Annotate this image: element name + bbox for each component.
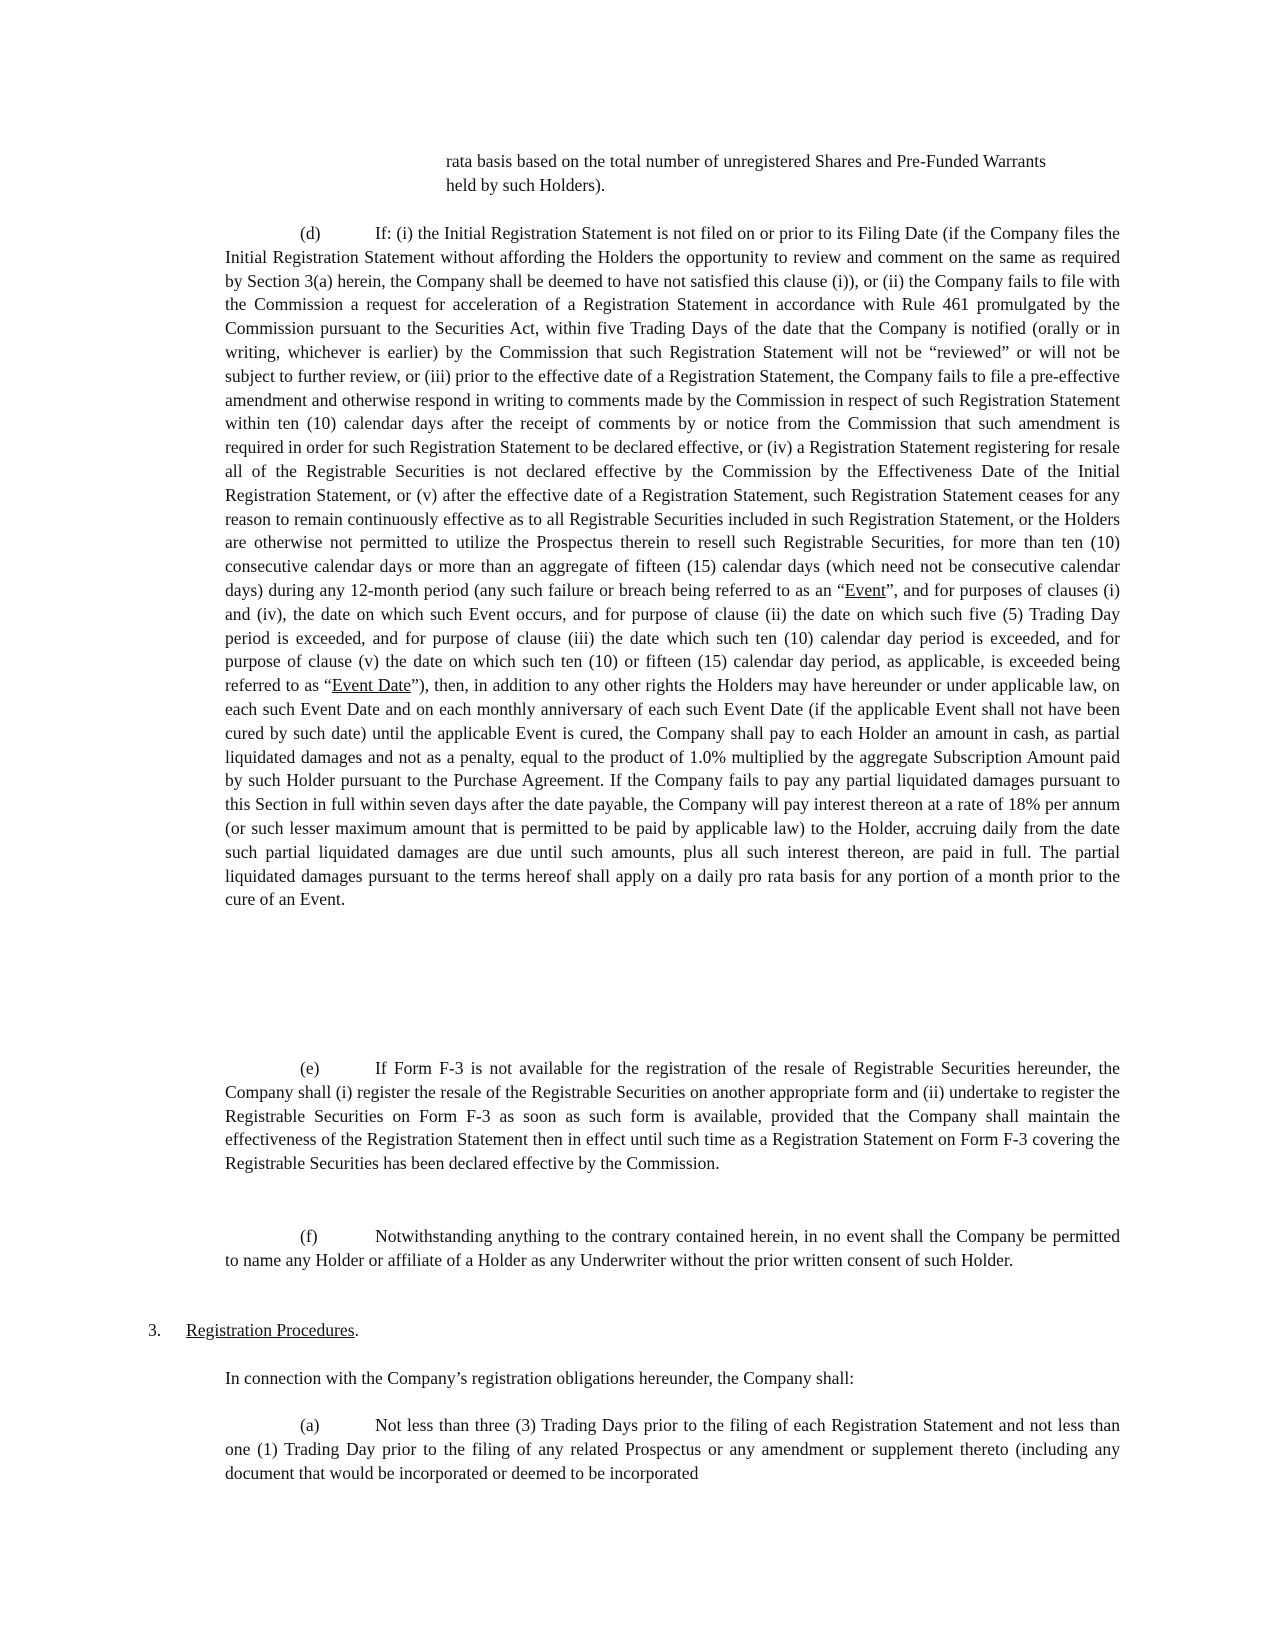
paragraph-d-text-part3: ”), then, in addition to any other rights the Holders may have hereunder or under applicable law, on each such Event Date and on each monthly anniversary of each such Event Date (if the applicable Event shall not have been cured by such date) until the applicable Event is cured, the Company shall pay to each Holder an amount in cash, as partial liquidated damages and not as a penalty, equal to the product of 1.0% multiplied by the aggregate Subscription Amount paid by such Holder pursuant to the Purchase Agreement. If the Company fails to pay any partial liquidated damages pursuant to this Section in full within seven days after the date payable, the Company will pay interest thereon at a rate of 18% per annum (or such lesser maximum amount that is permitted to be paid by applicable law) to the Holder, accruing daily from the date such partial liquidated damages are due until such amounts, plus all such interest thereon, are paid in full. The partial liquidated damages pursuant to the terms hereof shall apply on a daily pro rata basis for any portion of a month prior to the cure of an Event.	[225, 675, 1120, 910]
section-3-title: Registration Procedures	[186, 1320, 355, 1340]
paragraph-d-text-part2: ”, and for purposes of clauses (i) and (iv), the date on which such Event occurs, and for purpose of clause (ii) the date on which such five (5) Trading Day period is exceeded, and for purpose of clause (iii) the date which such ten (10) calendar day period is exceeded, and for purpose of clause (v) the date on which such ten (10) or fifteen (15) calendar day period, as applicable, is exceeded being referred to as “	[225, 579, 1120, 696]
defined-term-event: Event	[844, 579, 886, 600]
section-3-title-period: .	[354, 1320, 359, 1340]
defined-term-event-date: Event Date	[331, 675, 412, 696]
section-3-intro: In connection with the Company’s registration obligations hereunder, the Company shall:	[225, 1368, 855, 1388]
paragraph-e-label: (e)	[300, 1058, 320, 1078]
section-3-heading	[148, 1319, 359, 1343]
paragraph-f-label: (f)	[300, 1226, 318, 1246]
paragraph-d	[225, 222, 1120, 912]
paragraph-f	[225, 1225, 1120, 1273]
paragraph-e-text: If Form F-3 is not available for the registration of the resale of Registrable Securities hereunder, the Company shall (i) register the resale of the Registrable Securities on another appropriate form and (ii) undertake to register the Registrable Securities on Form F-3 as soon as such form is available, provided that the Company shall maintain the effectiveness of the Registration Statement then in effect until such time as a Registration Statement on Form F-3 covering the Registrable Securities has been declared effective by the Commission.	[225, 1058, 1120, 1174]
continuation-paragraph: rata basis based on the total number of unregistered Shares and Pre-Funded Warrants held by such Holders).	[446, 151, 1046, 195]
paragraph-a	[225, 1414, 1120, 1485]
paragraph-d-label: (d)	[300, 223, 321, 243]
paragraph-a-text: Not less than three (3) Trading Days prior to the filing of each Registration Statement and not less than one (1) Trading Day prior to the filing of any related Prospectus or any amendment or supplement thereto (including any document that would be incorporated or deemed to be incorporated	[225, 1415, 1120, 1483]
paragraph-e	[225, 1057, 1120, 1176]
section-3-number: 3.	[148, 1320, 162, 1340]
paragraph-a-label: (a)	[300, 1415, 320, 1435]
paragraph-d-text-part1: If: (i) the Initial Registration Statement is not filed on or prior to its Filing Date (if the Company files the Initial Registration Statement without affording the Holders the opportunity to review and comment on the same as required by Section 3(a) herein, the Company shall be deemed to have not satisfied this clause (i)), or (ii) the Company fails to file with the Commission a request for acceleration of a Registration Statement in accordance with Rule 461 promulgated by the Commission pursuant to the Securities Act, within five Trading Days of the date that the Company is notified (orally or in writing, whichever is earlier) by the Commission that such Registration Statement will not be “reviewed” or will not be subject to further review, or (iii) prior to the effective date of a Registration Statement, the Company fails to file a pre-effective amendment and otherwise respond in writing to comments made by the Commission in respect of such Registration Statement within ten (10) calendar days after the receipt of comments by or notice from the Commission that such amendment is required in order for such Registration Statement to be declared effective, or (iv) a Registration Statement registering for resale all of the Registrable Securities is not declared effective by the Commission by the Effectiveness Date of the Initial Registration Statement, or (v) after the effective date of a Registration Statement, such Registration Statement ceases for any reason to remain continuously effective as to all Registrable Securities included in such Registration Statement, or the Holders are otherwise not permitted to utilize the Prospectus therein to resell such Registrable Securities, for more than ten (10) consecutive calendar days or more than an aggregate of fifteen (15) calendar days (which need not be consecutive calendar days) during any 12-month period (any such failure or breach being referred to as an “	[225, 223, 1120, 600]
paragraph-f-text: Notwithstanding anything to the contrary contained herein, in no event shall the Company be permitted to name any Holder or affiliate of a Holder as any Underwriter without the prior written consent of such Holder.	[225, 1226, 1120, 1270]
